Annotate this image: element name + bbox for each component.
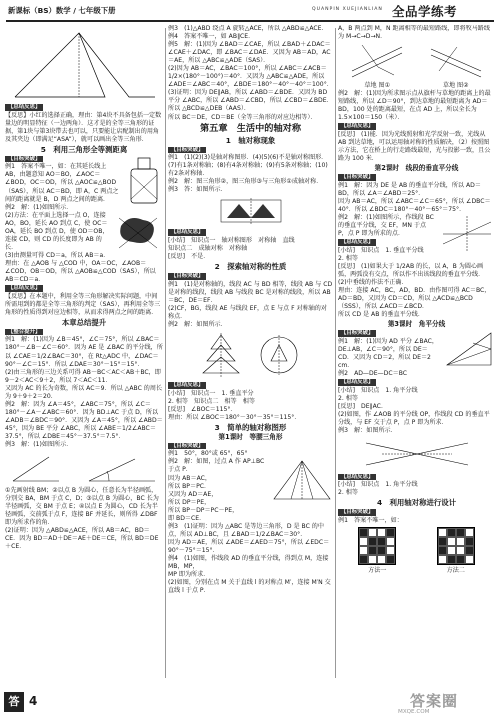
section-title: 5 利用三角形全等测距离 xyxy=(40,144,128,154)
section-tag: 【目标突破】 xyxy=(5,156,43,163)
goal-7: 例1 答案不唯一，如： xyxy=(338,517,403,525)
reflect-text: 【反思】在本题中，利用全等三角形解决实际问题，中间所需用到的都是全等三角形的判定（SAS），再利用全等三角形的性质得到对应边相等，从而求得两点之间的距离． xyxy=(5,292,161,316)
page-footer xyxy=(0,688,500,721)
reflect-text: [反思] ∠BOC＝115°． xyxy=(168,405,237,413)
brand-name: 全品学练考 xyxy=(392,4,458,19)
goal-4: 例1 (1)是对称轴的，线段 AC 与 BD 相等，线段 AB 与 CD 是对称的线段，线段 AB 与线段 BC 是对称的线段，所以 AB＝BC，DE＝EF． xyxy=(168,280,333,304)
goal-9c: (2)如图，分别在点 M 关于直线 l 的对称点 M′，连接 M′N 交直线 l 于点 P． xyxy=(168,579,331,595)
section-tag: 【目标突破】 xyxy=(168,273,206,280)
angle-construction-figure xyxy=(9,451,159,485)
reflect-text: 理由：所以 ∠BOC＝180°－30°－35°＝115°． xyxy=(168,413,301,421)
section-title: 4 利用轴对称进行设计 xyxy=(376,498,457,508)
figure-label: 草地 xyxy=(364,82,377,90)
reflect-text: [反思] (1)如果大于 1/2AB 的长，以 A，B 为圆心画弧，两弧没有交点，所以作不出该线段的垂直平分线． xyxy=(338,262,485,278)
section-tag: 【总结反思】 xyxy=(338,123,376,130)
section-title: 3 简单的轴对称图形 xyxy=(214,422,287,432)
section-tag: 【总结反思】 xyxy=(168,229,206,236)
brand-pinyin: QUANPIN XUEJIANLIAN xyxy=(312,7,383,12)
lesson-title: 第1课时 等腰三角形 xyxy=(218,432,283,441)
example-5c: (3)证明：因为 DE∥AB，所以 ∠ABD＝∠BDE．又因为 BD 平分 ∠ABC，所以 ∠ABD＝∠CBD，所以 ∠CBD＝∠BDE． xyxy=(168,89,333,105)
goal-7: 即 BD＝CE． xyxy=(168,514,206,522)
goal-5: 例2 解：如图所示． xyxy=(168,320,227,328)
summary-example-3: 例3 解：(1)如图所示． xyxy=(5,441,73,449)
section-title: 2 探索轴对称的性质 xyxy=(214,262,287,272)
summary-example-1c: 又因为 AC 的长为奇数，所以 AC＝9．所以 △ABC 的周长为 9＋9＋2＝20． xyxy=(5,384,163,400)
summary-example-1b: (2)由三角形的三边关系可得 AB－BC＜AC＜AB＋BC，即 9－2＜AC＜9＋2，所以 7＜AC＜11． xyxy=(5,368,161,384)
goal-4: 例1 解：(1)因为 AD 平分 ∠BAC，DE⊥AB，∠C＝90°，所以 DE＝CD．又因为 CD＝2，所以 DE＝2 cm． xyxy=(338,337,438,369)
book-title: 新课标（BS）数学 / 七年级下册 xyxy=(8,6,116,15)
column-divider xyxy=(165,28,166,678)
summary: 2. 相等 xyxy=(338,254,358,262)
reflect-text: [反思] (1)能．因为光线照射和光学反射一致，光线从 AB 到达草地，可以运用轴对称的性质解决，（2）按照图示方法，它在桥上的行走路线最短，光与投影一致，且公路为 100 米． xyxy=(338,130,491,163)
figure-label: 草地 xyxy=(442,82,456,90)
reflect-text: 【反思】小红的选择正确，理由：第4块不具备包括一定数量边的明显特征（一边两角）．这才是的全等三角形的证据，第1块与第3块带去也可以，只要能让店配制出的用角及其夹边（即满足“ASA”），就可以画出全等三角形． xyxy=(5,111,162,143)
tree-and-circle-figure xyxy=(191,331,311,379)
example-2-measure: (3)由测量可得 CD＝a，所以 AB＝a． xyxy=(5,251,110,259)
text-1: A，B 两点到 M，N 距离相等的最短路线，即将牧马路线为 M→C→D→N． xyxy=(338,25,490,41)
goal-4b: (2)CF，BG，线段 AE 与线段 EF，点 E 与点 F 对称轴的对称点． xyxy=(168,304,327,320)
section-title: 本章总结提升 xyxy=(61,317,107,327)
goal-7: 例2 解：如图，过点 A 作 AP⊥BC 于点 P． xyxy=(168,458,265,474)
goal-7: 所以 DP＝PE， xyxy=(168,498,211,506)
column-divider xyxy=(335,28,336,678)
column-right xyxy=(338,25,495,685)
pond-figure xyxy=(113,212,163,252)
goal-9b: MP 即为所求． xyxy=(168,571,210,579)
grass-figure-2 xyxy=(427,41,485,79)
bisector-figure xyxy=(439,214,495,254)
section-tag: 【目标突破】 xyxy=(168,443,206,450)
design-caption: 方法二 xyxy=(446,567,465,575)
summary: [小结] 知识点 1. 垂直平分线 xyxy=(338,246,424,254)
goal-3b: 所以 CD 是 AB 的垂直平分线． xyxy=(338,311,424,319)
example-2-reason: 理由：在 △AOB 与 △COD 中，OA＝OC，∠AOB＝∠COD，OB＝OD，所以 △AOB≌△COD（SAS），所以 AB＝CD＝a． xyxy=(5,259,156,284)
watermark-url: MXQE.COM xyxy=(398,709,430,715)
summary: 知识点二 成轴对称 对称轴 xyxy=(168,245,248,253)
summary-example-1: 例1 解：(1)因为 ∠B＝45°，∠C＝75°，所以 ∠BAC＝180°－∠B－∠C＝60°．因为 AE 是 ∠BAC 的平分线，所以 ∠CAE＝1/2∠BAC＝30°，在 Rt△ADC 中，∠DAC＝90°－∠C＝15°．所以 ∠DAE＝30°－15°＝15°． xyxy=(5,336,163,368)
design-grid-1 xyxy=(358,527,396,565)
goal-9: 例4 (1)如图，作线段 AD 的垂直平分线，得到点 M，连接 MB，MP， xyxy=(168,554,329,571)
section-tag: 【总结反思】 xyxy=(338,379,376,386)
example-5e: 所以 BC＝DE，CD＝BE（全等三角形的对应边相等）． xyxy=(168,113,317,121)
goal-5: 例2 AD—DE—DC＝BC xyxy=(338,369,408,377)
section-tag: 【目标突破】 xyxy=(338,330,376,337)
section-tag: 【目标突破】 xyxy=(338,509,376,516)
section-tag: 【总结反思】 xyxy=(338,474,376,481)
summary-example-2: 例2 解：因为 ∠A＝45°，∠ABC＝75°，所以 ∠C＝180°－∠A－∠ABC＝60°．因为 BD⊥AC 于点 D，所以 ∠ADB＝∠BDC＝90°．又因为 ∠A＝45°，所以 ∠ABD＝45°，因为 BE 平分 ∠ABC，所以 ∠ABE＝1/2∠ABC＝37.5°，所以 ∠DBE＝45°－37.5°＝7.5°． xyxy=(5,400,163,440)
reflect-text: (2)中垂线的作法不正确． xyxy=(338,278,408,286)
goal-7: 又因为 AD＝AE， xyxy=(168,490,218,498)
figure-label: 图② xyxy=(457,82,469,90)
goal-6: 例1 50°，80°或 65°，65° xyxy=(168,450,248,458)
lesson-title: 第2课时 线段的垂直平分线 xyxy=(374,164,459,173)
lesson-title: 第3课时 角平分线 xyxy=(387,320,446,329)
example-5b: (2)因为 AB＝AC，∠BAC＝100°，所以 ∠ABC＝∠ACB＝1/2×(180°－100°)＝40°．又因为 △ABC≌△ADE，所以 ∠ADE＝∠ABC＝40°，∠BDE＝180°－40°－40°＝100°． xyxy=(168,65,333,89)
summary-example-3b: ①先画射线 BM；②以点 B 为圆心，任意长为半径画弧，分别交 BA，BM 于点 C，D；③以点 B 为圆心，BC 长为半径画弧，交 BM 于点 E；④以点 E 为圆心，CD 长为半径画弧，交前弧于点 F，连接 BF 并延长，则所得 ∠DBF 即为所求作的角． xyxy=(5,487,159,527)
goal-1: 例1 (1)(2)(3)是轴对称图形．(4)(5)(6)不是轴对称图形．(7)有1条对称轴；(8)有4条对称轴；(9)有5条对称轴；(10)有2条对称轴． xyxy=(168,154,328,178)
reflect-text: [反思] 不是． xyxy=(168,253,210,261)
example-2-method: (2)方法：在平面上选择一点 O，连接 AO，BO，延长 AO 到点 C，使 OC＝OA，延长 BO 到点 D，使 OD＝OB，连接 CD，则 CD 的长度即为 AB 的长． xyxy=(5,211,109,251)
summary: [小结] 知识点 1. 角平分线 xyxy=(338,481,418,489)
grass-figures xyxy=(338,41,495,90)
page-header xyxy=(0,0,500,24)
example-2: 例2 解：(1)如图所示． xyxy=(5,203,73,211)
section-title: 1 轴对称现象 xyxy=(225,135,276,145)
goal-2: 例2 解：(1)如图所示，作线段 BC 的垂直平分线，交 EF，MN 于点 P，点 P 即为所求的点． xyxy=(338,213,434,238)
goal-1: 例1 解：因为 DE 是 AB 的垂直平分线，所以 AD＝BD，所以 ∠A＝∠ABD＝25°． xyxy=(338,181,481,197)
section-tag: 【目标突破】 xyxy=(338,174,376,181)
example-5d: 所以 △BCD≌△DEB（AAS）． xyxy=(168,105,250,113)
triangle-figure xyxy=(9,27,159,101)
summary: 2. 相等 xyxy=(338,394,358,402)
section-tag: 【整合提升】 xyxy=(5,329,43,336)
summary: [小结] 知识点 1. 角平分线 xyxy=(338,386,418,394)
figure-label: 图① xyxy=(378,82,391,90)
section-tag: 【总结反思】 xyxy=(5,104,43,111)
text-2: 例2 解：(1)因为所求图示点从旗杆与草地的距离上的最短路线，所以 ∠D＝90°，到达草地的最短距离为 AD＝BD，100 处的距离最短，在点 AD 上，所以全长为 1.5×100＝150（米）． xyxy=(338,90,491,122)
page-number: 4 xyxy=(29,694,38,708)
goal-3: 理由：连接 AC，BC，AD，BD．由作图可得 AC＝BC，AD＝BD，又因为 CD＝CD，所以 △ACD≌△BCD（SSS），所以 ∠ACD＝∠BCD． xyxy=(338,286,491,310)
summary: [小结] 知识点一 轴对称图形 对称轴 直线 xyxy=(168,236,295,244)
column-middle xyxy=(168,25,333,685)
example-1: 例1 答案不唯一，如：在其延长线上 AB，由题意知 AO＝BO，∠AOC＝∠BOD，OC＝OD，所以 △AOC≌△BOD（SAS），所以 AC＝BD，即 A，C 两点之间的距离就是 B，D 两点之间的距离． xyxy=(5,163,119,203)
road-figure xyxy=(362,437,472,471)
section-tag: 【总结反思】 xyxy=(5,285,43,292)
goal-2: 例2 解：图三角形②，图三角形③与三角形①成轴对称． xyxy=(168,178,323,186)
goal-6: 例3 解：如图所示． xyxy=(338,426,397,434)
goal-7: 所以 BP－DP＝PC－PE， xyxy=(168,506,239,514)
goal-1b: 因为 AB＝AC，所以 ∠ABC＝∠C＝65°，所以 ∠DBC＝40°．所以 ∠BDC＝180°－40°－65°＝75°． xyxy=(338,197,491,213)
design-caption: 方法一 xyxy=(368,567,387,575)
example-3: 例3 (1)△ABD 绕点 A 旋转△ACE，所以 △ABD≌△ACE．例4 答案不唯一，如 AB∥CE． xyxy=(168,25,328,41)
watermark: 答案圈 xyxy=(410,692,459,710)
example-5: 例5 解：(1)因为 ∠BAD＝∠CAE，所以 ∠BAD＋∠DAC＝∠CAE＋∠DAC，即 ∠BAC＝∠DAE．又因为 AB＝AD，AC＝AE，所以 △ABC≌△ADE（SAS）． xyxy=(168,41,331,65)
symmetric-shape-figure xyxy=(191,196,311,226)
header-rule xyxy=(6,20,494,22)
section-tag: 【目标突破】 xyxy=(168,147,206,154)
goal-7: 所以 BP＝PC． xyxy=(168,482,211,490)
bottle-figure xyxy=(125,155,163,205)
isosceles-figure xyxy=(271,458,333,502)
summary: 2. 相等 xyxy=(338,489,358,497)
goal-8b: 因为 AD＝AE，所以 ∠ADE＝∠AED＝75°，所以 ∠EDC＝90°－75°＝15°． xyxy=(168,538,330,554)
section-tag: 【总结反思】 xyxy=(338,239,376,246)
reflect-text: (2)如图，作 ∠AOB 的平分线 OP，作线段 CD 的垂直平分线，与 EF 交于点 P，点 P 即为所求． xyxy=(338,410,490,426)
section-tag: 【总结反思】 xyxy=(168,382,206,389)
goal-8: 例3 (1)证明：因为 △ABC 是等边三角形，D 是 BC 的中点，所以 AD⊥BC，且 ∠BAD＝1/2∠BAC＝30°． xyxy=(168,522,324,538)
design-grids xyxy=(338,525,495,575)
reflect-text: [反思] DE∥AC． xyxy=(338,402,388,410)
goal-7: 因为 AB＝AC， xyxy=(168,474,211,482)
summary-example-3c: (2)证明：因为 △ABD≌△ACE，所以 AB＝AC，BD＝CE．因为 BD＝AD＋DE＝AE＋DE＝CE，所以 BD＝DE＋CE． xyxy=(5,527,159,551)
answer-badge: 答 xyxy=(4,692,24,712)
summary: [小结] 知识点一 1. 垂直平分 xyxy=(168,389,254,397)
angle-bisector-figure xyxy=(443,329,495,369)
design-grid-2 xyxy=(437,527,475,565)
summary: 2. 相等 知识点二 相等 相等 xyxy=(168,397,255,405)
column-left xyxy=(5,25,163,685)
goal-3: 例3 答：如图所示． xyxy=(168,186,227,194)
chapter-title: 第五章 生活中的轴对称 xyxy=(199,122,302,134)
grass-figure-1 xyxy=(348,41,406,79)
